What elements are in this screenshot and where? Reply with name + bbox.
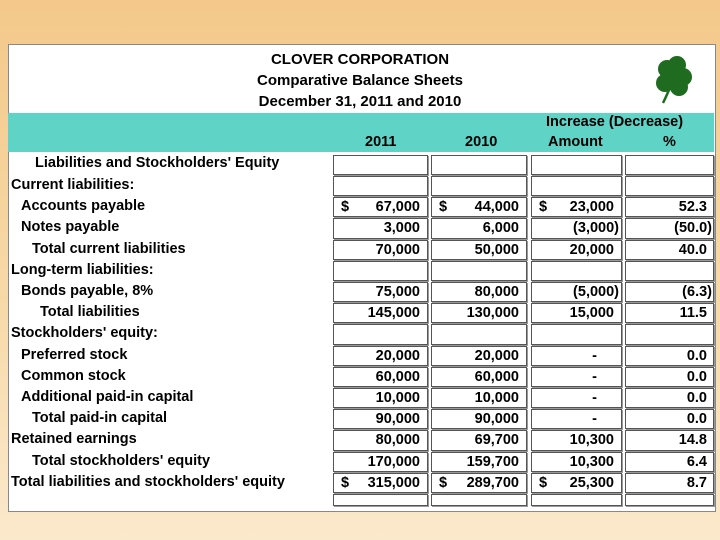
cell-2010 [431,388,527,408]
cell-percent-value: 8.7 [686,474,707,491]
cell-2011 [333,324,428,344]
row-label: Total liabilities [40,304,140,321]
cell-percent-value: 40.0 [678,241,707,258]
cell-2011-value: 70,000 [375,241,420,258]
col-2010-header: 2010 [465,134,498,150]
increase-decrease-header: Increase (Decrease) [546,114,684,130]
cell-amount-value: 10,300 [569,453,614,470]
cell-2011 [333,261,428,281]
col-2011-header: 2011 [365,134,397,150]
cell-2010-value: 60,000 [474,368,519,385]
trailing-cell-2011 [333,494,428,506]
cell-2010 [431,303,527,323]
cell-2011 [333,176,428,196]
cell-2010 [431,430,527,450]
cell-percent-value: (6.3) [682,284,712,300]
cell-2011 [333,388,428,408]
cell-percent [625,452,714,472]
cell-2010-value: 90,000 [474,411,519,428]
cell-percent [625,473,714,493]
cell-2010 [431,346,527,366]
cell-percent [625,282,714,302]
dollar-sign: $ [539,474,548,491]
cell-amount-value: 20,000 [569,241,614,258]
cell-2011 [333,409,428,429]
cell-amount [531,409,622,429]
cell-2010-value: 69,700 [474,432,519,449]
row-label: Total stockholders' equity [32,452,211,469]
cell-percent [625,367,714,387]
cell-2011-value: 315,000 [367,474,420,491]
row-label: Notes payable [21,219,120,236]
cell-2010 [431,452,527,472]
cell-amount [531,240,622,260]
cell-percent [625,388,714,408]
cell-amount [531,473,622,493]
cell-percent-value: 0.0 [686,390,707,406]
row-label: Stockholders' equity: [11,325,158,342]
col-amount-header: Amount [548,134,603,150]
cell-2011 [333,218,428,238]
dollar-sign: $ [539,199,548,216]
header-band-bottom [8,133,714,152]
cell-2010 [431,473,527,493]
cell-amount-value: (5,000) [573,284,619,300]
cell-2011 [333,473,428,493]
cell-percent-value: 0.0 [686,411,707,428]
statement-title: Comparative Balance Sheets [257,72,463,89]
dollar-sign: $ [341,474,350,491]
cell-2010 [431,240,527,260]
cell-2010-value: 50,000 [474,241,519,258]
cell-2010-value: 6,000 [482,220,519,237]
cell-2011 [333,197,428,217]
empty-cell-percent [625,155,714,175]
cell-2010-value: 44,000 [474,199,519,216]
cell-percent-value: 0.0 [686,368,707,385]
cell-amount-value: - [592,411,597,428]
cell-percent [625,324,714,344]
cell-2011-value: 10,000 [375,390,420,406]
dollar-sign: $ [439,474,448,491]
cell-percent [625,197,714,217]
row-label: Additional paid-in capital [21,389,194,405]
dollar-sign: $ [439,199,448,216]
cell-2010-value: 289,700 [466,474,519,491]
cell-amount-value: 25,300 [569,474,614,491]
cell-amount-value: - [592,390,597,406]
section-title: Liabilities and Stockholders' Equity [35,155,280,171]
row-label: Long-term liabilities: [11,261,154,278]
cell-percent-value: 6.4 [686,453,707,470]
col-percent-header: % [663,134,676,150]
cell-2010-value: 159,700 [466,453,519,470]
cell-2010-value: 80,000 [474,284,519,300]
cell-percent [625,430,714,450]
row-label: Preferred stock [21,346,128,363]
row-label: Accounts payable [21,198,146,215]
cell-amount-value: 15,000 [569,305,614,322]
cell-percent-value: 0.0 [686,347,707,364]
row-label: Retained earnings [11,431,137,448]
row-label: Current liabilities: [11,177,135,193]
row-label: Total paid-in capital [32,410,168,427]
cell-2010 [431,367,527,387]
cell-2010 [431,218,527,238]
row-label: Total liabilities and stockholders' equity [11,473,285,490]
cell-2010 [431,282,527,302]
row-label: Bonds payable, 8% [21,283,154,299]
row-label: Total current liabilities [32,240,186,257]
cell-2010-value: 20,000 [474,347,519,364]
cell-amount [531,388,622,408]
cell-percent-value: 14.8 [678,432,707,449]
cell-percent [625,409,714,429]
cell-percent [625,346,714,366]
cell-2010 [431,176,527,196]
cell-2011-value: 67,000 [375,199,420,216]
cell-percent-value: 52.3 [678,199,707,216]
cell-2011-value: 75,000 [375,284,420,300]
cell-amount-value: (3,000) [573,220,619,237]
cell-amount-value: - [592,347,597,364]
cell-amount [531,176,622,196]
cell-amount [531,218,622,238]
cell-2011 [333,367,428,387]
shamrock-icon [645,55,701,107]
cell-2010 [431,197,527,217]
cell-2010 [431,324,527,344]
cell-percent [625,176,714,196]
cell-2011-value: 80,000 [375,432,420,449]
cell-percent-value: 11.5 [679,305,707,322]
cell-amount [531,303,622,323]
cell-amount-value: 23,000 [569,199,614,216]
cell-percent [625,240,714,260]
cell-amount [531,346,622,366]
cell-2011-value: 60,000 [375,368,420,385]
cell-amount [531,367,622,387]
cell-percent [625,303,714,323]
trailing-cell-2010 [431,494,527,506]
cell-2011-value: 3,000 [383,220,420,237]
cell-amount [531,261,622,281]
cell-2011 [333,430,428,450]
cell-amount-value: - [592,368,597,385]
cell-2011-value: 170,000 [367,453,420,470]
trailing-cell-percent [625,494,714,506]
cell-2011-value: 90,000 [375,411,420,428]
cell-amount [531,282,622,302]
cell-2011 [333,452,428,472]
cell-2010 [431,261,527,281]
empty-cell-2011 [333,155,428,175]
cell-2010-value: 10,000 [474,390,519,406]
cell-amount [531,452,622,472]
cell-2011-value: 145,000 [367,305,420,322]
cell-amount [531,197,622,217]
row-label: Common stock [21,367,126,384]
cell-percent [625,261,714,281]
cell-2011 [333,282,428,302]
cell-amount [531,430,622,450]
cell-2011 [333,303,428,323]
empty-cell-2010 [431,155,527,175]
statement-date: December 31, 2011 and 2010 [258,93,462,110]
cell-amount-value: 10,300 [569,432,614,449]
cell-percent [625,218,714,238]
cell-2011 [333,240,428,260]
dollar-sign: $ [341,199,350,216]
cell-2011 [333,346,428,366]
empty-cell-amount [531,155,622,175]
cell-2011-value: 20,000 [375,347,420,364]
company-name: CLOVER CORPORATION [270,51,450,68]
cell-2010 [431,409,527,429]
cell-2010-value: 130,000 [466,305,519,322]
trailing-cell-amount [531,494,622,506]
cell-percent-value: (50.0) [674,220,712,237]
cell-amount [531,324,622,344]
